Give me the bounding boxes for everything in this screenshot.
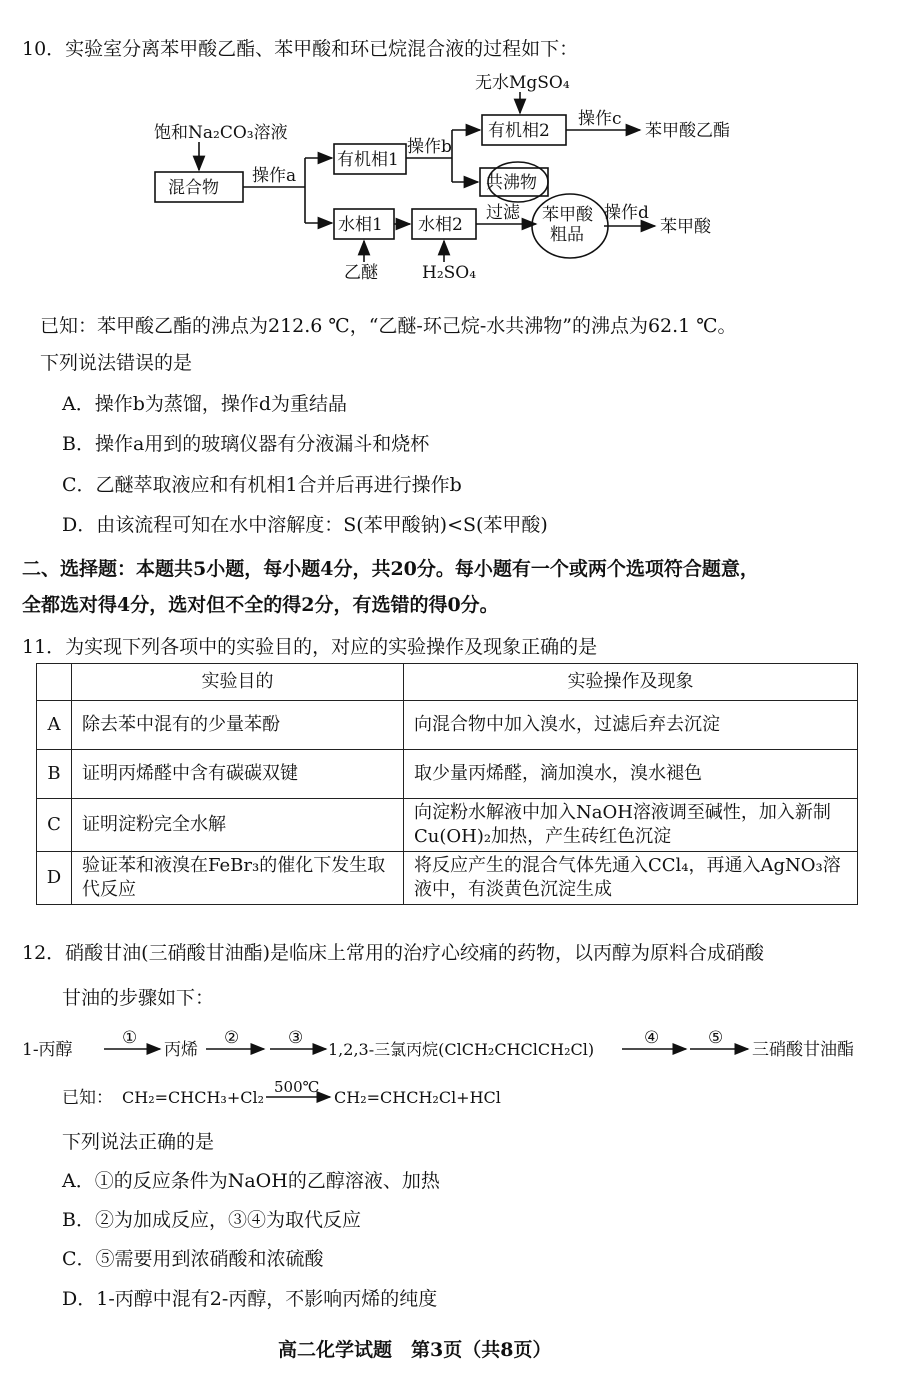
- row-op: 向淀粉水解液中加入NaOH溶液调至碱性，加入新制Cu(OH)₂加热，产生砖红色沉淀: [404, 799, 858, 852]
- label-product-ester: 苯甲酸乙酯: [645, 121, 730, 141]
- label-mixture: 混合物: [168, 178, 219, 198]
- table-row: [37, 701, 858, 750]
- label-op-c: 操作c: [578, 109, 622, 129]
- page-footer: 高二化学试题 第3页（共8页）: [278, 1339, 552, 1361]
- known-left: CH₂=CHCH₃+Cl₂: [122, 1088, 264, 1107]
- label-h2so4: H₂SO₄: [422, 263, 477, 283]
- label-na2co3: 饱和Na₂CO₃溶液: [154, 123, 288, 143]
- row-goal: 证明丙烯醛中含有碳碳双键: [72, 750, 404, 799]
- route-step4: ④: [644, 1028, 660, 1048]
- q12-option-b: B．②为加成反应，③④为取代反应: [62, 1209, 361, 1231]
- known-prefix: 已知：: [62, 1088, 113, 1108]
- q12-ask: 下列说法正确的是: [62, 1131, 215, 1153]
- row-op: 取少量丙烯醛，滴加溴水，溴水褪色: [404, 750, 858, 799]
- row-key: C: [37, 799, 72, 852]
- q12-option-d: D．1-丙醇中混有2-丙醇，不影响丙烯的纯度: [62, 1288, 438, 1310]
- label-product-acid: 苯甲酸: [660, 217, 711, 237]
- q12-option-a: A．①的反应条件为NaOH的乙醇溶液、加热: [62, 1170, 440, 1192]
- q12-stem-line2: 甘油的步骤如下：: [62, 987, 215, 1009]
- q11-stem: 11．为实现下列各项中的实验目的，对应的实验操作及现象正确的是: [22, 636, 598, 658]
- q10-stem: 10．实验室分离苯甲酸乙酯、苯甲酸和环已烷混合液的过程如下：: [22, 38, 579, 60]
- row-op: 将反应产生的混合气体先通入CCl₄，再通入AgNO₃溶液中，有淡黄色沉淀生成: [404, 852, 858, 905]
- label-crude-1: 苯甲酸: [542, 205, 593, 225]
- table-header-row: [37, 664, 858, 701]
- q10-known: 已知：苯甲酸乙酯的沸点为212.6 ℃，“乙醚-环己烷-水共沸物”的沸点为62.1 ℃。: [40, 315, 737, 337]
- table-row: [37, 852, 858, 905]
- route-step5: ⑤: [708, 1028, 724, 1048]
- label-aqueous1: 水相1: [338, 215, 383, 235]
- label-ether: 乙醚: [344, 263, 378, 283]
- label-crude-2: 粗品: [550, 225, 584, 245]
- row-goal: 除去苯中混有的少量苯酚: [72, 701, 404, 750]
- label-aqueous2: 水相2: [418, 215, 463, 235]
- label-mgso4: 无水MgSO₄: [475, 73, 570, 93]
- q10-flowchart: [0, 0, 900, 300]
- route-mid1: 丙烯: [164, 1040, 198, 1060]
- table-row: [37, 799, 858, 852]
- route-start: 1-丙醇: [22, 1040, 73, 1060]
- label-organic2: 有机相2: [488, 121, 550, 141]
- q10-option-a: A．操作b为蒸馏，操作d为重结晶: [62, 393, 348, 415]
- table-header-goal: 实验目的: [72, 664, 404, 701]
- q11-table: [36, 663, 858, 905]
- label-filter: 过滤: [486, 203, 520, 223]
- route-step1: ①: [122, 1028, 138, 1048]
- table-header-op: 实验操作及现象: [404, 664, 858, 701]
- label-op-b: 操作b: [407, 137, 452, 157]
- route-mid2: 1,2,3-三氯丙烷(ClCH₂CHClCH₂Cl): [328, 1040, 595, 1059]
- route-step2: ②: [224, 1028, 240, 1048]
- label-op-a: 操作a: [252, 166, 297, 186]
- row-op: 向混合物中加入溴水，过滤后弃去沉淀: [404, 701, 858, 750]
- table-header-key: [37, 664, 72, 701]
- q10-option-c: C．乙醚萃取液应和有机相1合并后再进行操作b: [62, 474, 462, 496]
- table-row: [37, 750, 858, 799]
- q10-option-d: D．由该流程可知在水中溶解度：S(苯甲酸钠)<S(苯甲酸): [62, 514, 548, 536]
- route-step3: ③: [288, 1028, 304, 1048]
- label-organic1: 有机相1: [337, 150, 399, 170]
- row-goal: 验证苯和液溴在FeBr₃的催化下发生取代反应: [72, 852, 404, 905]
- route-end: 三硝酸甘油酯: [752, 1040, 854, 1060]
- section2-line2: 全都选对得4分，选对但不全的得2分，有选错的得0分。: [22, 594, 499, 616]
- label-azeotrope: 共沸物: [486, 173, 537, 193]
- section2-line1: 二、选择题：本题共5小题，每小题4分，共20分。每小题有一个或两个选项符合题意，: [22, 558, 759, 580]
- row-key: A: [37, 701, 72, 750]
- row-key: B: [37, 750, 72, 799]
- q12-stem-line1: 12．硝酸甘油(三硝酸甘油酯)是临床上常用的治疗心绞痛的药物，以丙醇为原料合成硝酸: [22, 942, 765, 964]
- label-op-d: 操作d: [604, 203, 649, 223]
- q12-option-c: C．⑤需要用到浓硝酸和浓硫酸: [62, 1248, 324, 1270]
- q10-ask: 下列说法错误的是: [40, 352, 193, 374]
- known-right: CH₂=CHCH₂Cl+HCl: [334, 1088, 501, 1107]
- q10-option-b: B．操作a用到的玻璃仪器有分液漏斗和烧杯: [62, 433, 430, 455]
- row-key: D: [37, 852, 72, 905]
- known-condition: 500℃: [274, 1078, 320, 1096]
- row-goal: 证明淀粉完全水解: [72, 799, 404, 852]
